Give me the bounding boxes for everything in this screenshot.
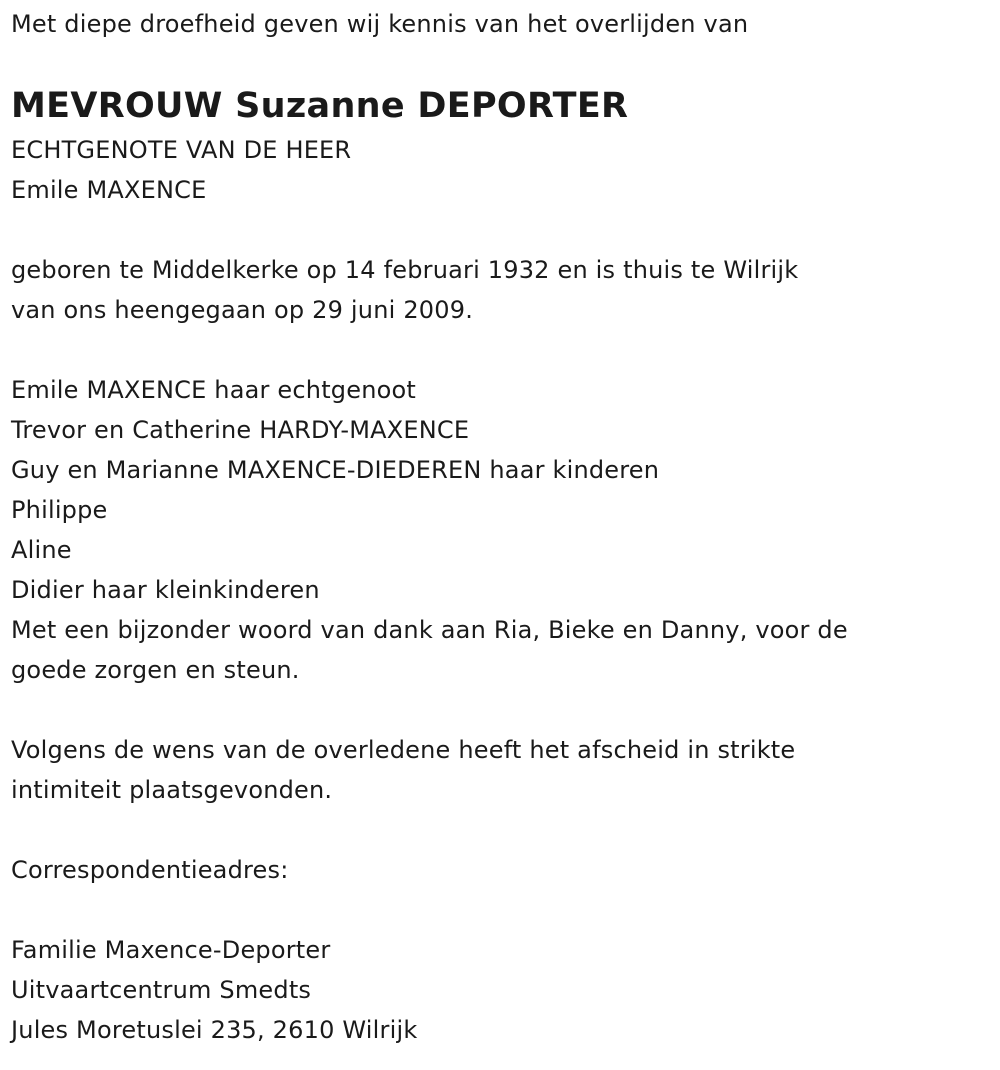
- thanks-line: goede zorgen en steun.: [11, 656, 300, 684]
- family-line: Didier haar kleinkinderen: [11, 576, 320, 604]
- spouse-title: ECHTGENOTE VAN DE HEER: [11, 136, 352, 164]
- intro-text: Met diepe droefheid geven wij kennis van het overlijden van: [11, 10, 749, 38]
- death-notice: [11, 0, 991, 1050]
- family-line: Emile MAXENCE haar echtgenoot: [11, 376, 416, 404]
- spacer: [11, 690, 991, 730]
- family-line: Guy en Marianne MAXENCE-DIEDEREN haar kinderen: [11, 456, 660, 484]
- birth-death-line: van ons heengegaan op 29 juni 2009.: [11, 296, 474, 324]
- spacer: [11, 330, 991, 370]
- deceased-name: MEVROUW Suzanne DEPORTER: [11, 86, 629, 126]
- family-line: Aline: [11, 536, 72, 564]
- farewell-line: Volgens de wens van de overledene heeft het afscheid in strikte: [11, 736, 796, 764]
- correspondence-heading: Correspondentieadres:: [11, 856, 289, 884]
- address-line: Familie Maxence-Deporter: [11, 936, 331, 964]
- birth-death-line: geboren te Middelkerke op 14 februari 1932 en is thuis te Wilrijk: [11, 256, 799, 284]
- thanks-line: Met een bijzonder woord van dank aan Ria, Bieke en Danny, voor de: [11, 616, 848, 644]
- spacer: [11, 890, 991, 930]
- farewell-line: intimiteit plaatsgevonden.: [11, 776, 333, 804]
- family-line: Philippe: [11, 496, 108, 524]
- spacer: [11, 210, 991, 250]
- family-line: Trevor en Catherine HARDY-MAXENCE: [11, 416, 470, 444]
- spouse-name: Emile MAXENCE: [11, 176, 207, 204]
- address-line: Uitvaartcentrum Smedts: [11, 976, 312, 1004]
- address-line: Jules Moretuslei 235, 2610 Wilrijk: [11, 1016, 418, 1044]
- spacer: [11, 810, 991, 850]
